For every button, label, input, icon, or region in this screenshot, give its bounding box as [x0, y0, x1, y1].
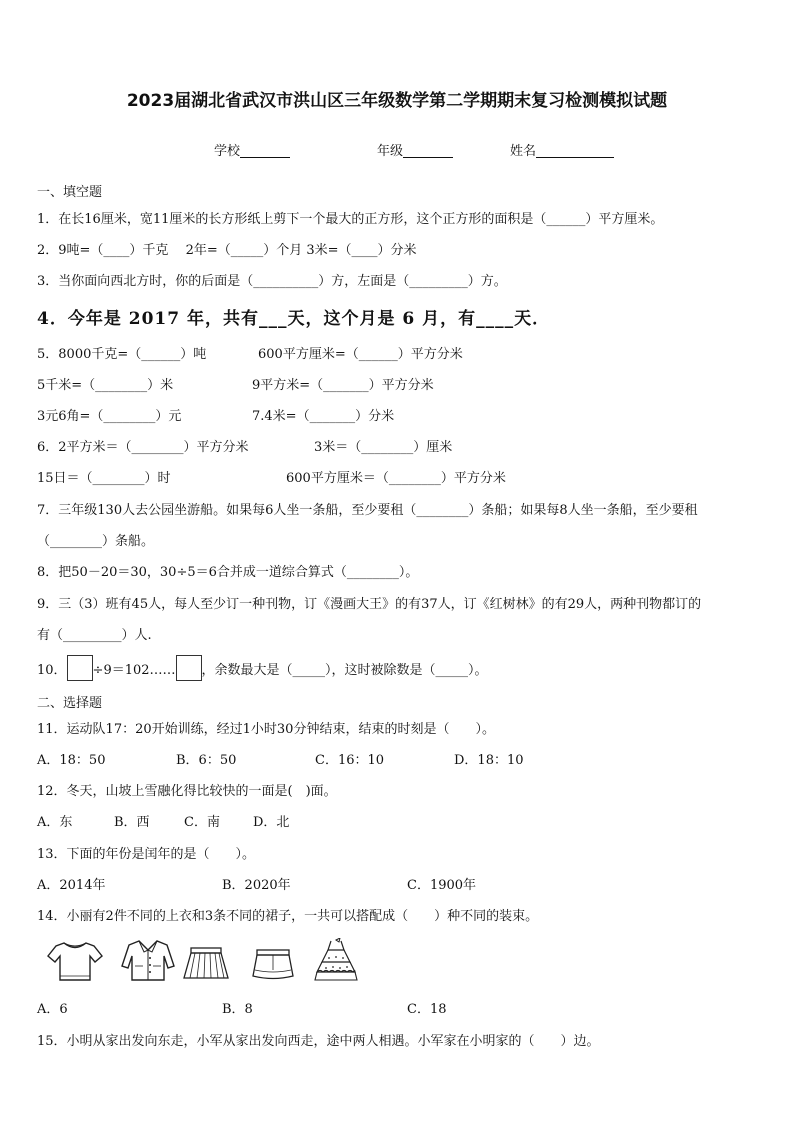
question-6b: 3米＝（________）厘米 — [314, 440, 453, 455]
name-field — [510, 140, 614, 159]
jacket-icon — [119, 938, 177, 982]
question-11: 11．运动队17：20开始训练，经过1小时30分钟结束，结束的时刻是（ ）。 — [37, 722, 495, 737]
question-15: 15．小明从家出发向东走，小军从家出发向西走，途中两人相遇。小军家在小明家的（ ）边。 — [37, 1034, 600, 1049]
clothing-illustrations — [0, 938, 794, 988]
q14-option-a: A．6 — [37, 1002, 68, 1017]
question-6a: 6．2平方米＝（________）平方分米 — [37, 440, 249, 455]
page-title: 2023届湖北省武汉市洪山区三年级数学第二学期期末复习检测模拟试题 — [126, 91, 668, 111]
q14-option-b: B．8 — [222, 1002, 253, 1017]
question-14: 14．小丽有2件不同的上衣和3条不同的裙子，一共可以搭配成（ ）种不同的装束。 — [37, 909, 539, 924]
question-4: 4．今年是 2017 年，共有___天，这个月是 6 月，有____天． — [37, 309, 551, 329]
q13-option-a: A．2014年 — [37, 878, 106, 893]
q13-option-b: B．2020年 — [222, 878, 291, 893]
grade-label: 年级 — [377, 144, 404, 159]
question-10-text: ，余数最大是（_____），这时被除数是（_____）。 — [201, 663, 488, 678]
frilly-dress-icon — [313, 938, 359, 982]
school-blank — [240, 143, 290, 158]
question-10 — [37, 655, 488, 681]
question-5a: 5．8000千克=（______）吨 — [37, 347, 207, 362]
q12-option-a: A．东 — [37, 815, 73, 830]
question-8: 8．把50－20＝30，30÷5＝6合并成一道综合算式（________）。 — [37, 565, 419, 580]
name-label: 姓名 — [510, 144, 537, 159]
answer-box — [67, 655, 93, 681]
name-blank — [536, 143, 614, 158]
question-10-number: 10． — [37, 663, 67, 678]
grade-field — [377, 140, 453, 159]
q12-option-b: B．西 — [114, 815, 150, 830]
question-5d: 9平方米=（_______）平方分米 — [252, 378, 434, 393]
question-10-equation: ÷9＝102…… — [92, 663, 176, 678]
school-field — [214, 140, 290, 159]
question-7-line2: （________）条船。 — [37, 534, 155, 549]
question-3: 3．当你面向西北方时，你的后面是（__________）方，左面是（_________）方。 — [37, 274, 507, 289]
question-5e: 3元6角=（________）元 — [37, 409, 182, 424]
mini-skirt-icon — [249, 948, 297, 980]
question-1: 1．在长16厘米，宽11厘米的长方形纸上剪下一个最大的正方形，这个正方形的面积是（______）平方厘米。 — [37, 212, 664, 227]
question-5b: 600平方厘米=（______）平方分米 — [258, 347, 463, 362]
q12-option-c: C．南 — [184, 815, 220, 830]
q11-option-d: D．18：10 — [454, 753, 524, 768]
section-fill-blank: 一、填空题 — [37, 185, 103, 200]
question-5c: 5千米=（________）米 — [37, 378, 174, 393]
question-7-line1: 7．三年级130人去公园坐游船。如果每6人坐一条船，至少要租（________）条船；如果每8人坐一条船，至少要租 — [37, 503, 698, 518]
question-13: 13．下面的年份是闰年的是（ ）。 — [37, 847, 256, 862]
school-label: 学校 — [214, 144, 241, 159]
question-12: 12．冬天，山坡上雪融化得比较快的一面是( )面。 — [37, 784, 337, 799]
q11-option-a: A．18：50 — [37, 753, 106, 768]
question-6c: 15日＝（________）时 — [37, 471, 171, 486]
q12-option-d: D．北 — [253, 815, 290, 830]
grade-blank — [403, 143, 453, 158]
question-5f: 7.4米=（_______）分米 — [252, 409, 395, 424]
question-6d: 600平方厘米＝（________）平方分米 — [286, 471, 506, 486]
section-multiple-choice: 二、选择题 — [37, 696, 103, 711]
question-9-line1: 9．三（3）班有45人，每人至少订一种刊物，订《漫画大王》的有37人，订《红树林》的有29人，两种刊物都订的 — [37, 597, 702, 612]
q11-option-b: B．6：50 — [176, 753, 237, 768]
q14-option-c: C．18 — [407, 1002, 447, 1017]
q11-option-c: C．16：10 — [315, 753, 385, 768]
q13-option-c: C．1900年 — [407, 878, 477, 893]
answer-box — [176, 655, 202, 681]
question-9-line2: 有（_________）人. — [37, 628, 152, 643]
question-2: 2．9吨=（____）千克 2年=（_____）个月 3米=（____）分米 — [37, 243, 417, 258]
tshirt-icon — [46, 940, 104, 982]
pleated-skirt-icon — [181, 946, 231, 980]
